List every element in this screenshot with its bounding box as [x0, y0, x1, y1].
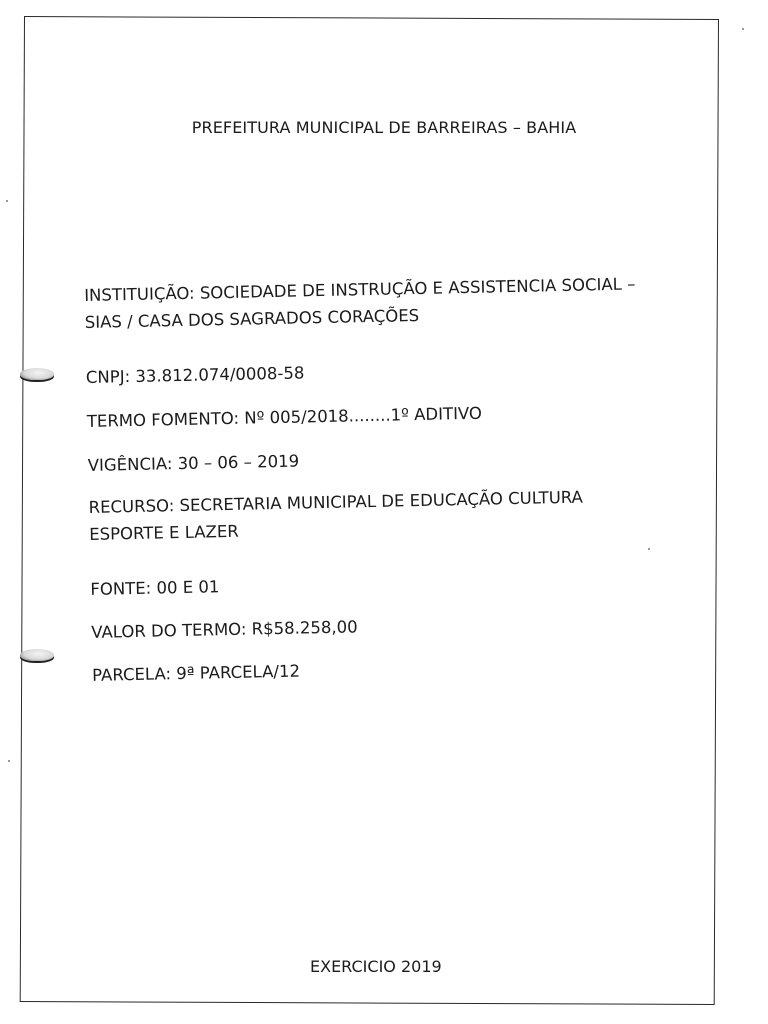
document-footer: EXERCICIO 2019: [310, 957, 442, 976]
scan-speck: [6, 200, 8, 202]
instituicao-line-1: INSTITUIÇÃO: SOCIEDADE DE INSTRUÇÃO E ASSISTENCIA SOCIAL –: [84, 274, 636, 305]
scan-speck: [648, 548, 650, 550]
field-vigencia: VIGÊNCIA: 30 – 06 – 2019: [87, 451, 300, 475]
scan-speck: [742, 28, 744, 30]
punch-hole-top: [20, 368, 54, 380]
instituicao-line-2: SIAS / CASA DOS SAGRADOS CORAÇÕES: [84, 305, 420, 332]
document-header: PREFEITURA MUNICIPAL DE BARREIRAS – BAHIA: [191, 118, 577, 137]
scan-speck: [8, 760, 10, 762]
field-fonte: FONTE: 00 E 01: [90, 577, 220, 599]
field-cnpj: CNPJ: 33.812.074/0008-58: [85, 363, 305, 387]
recurso-line-1: RECURSO: SECRETARIA MUNICIPAL DE EDUCAÇÃO CULTURA: [88, 487, 584, 517]
field-parcela: PARCELA: 9ª PARCELA/12: [91, 661, 301, 685]
recurso-line-2: ESPORTE E LAZER: [89, 521, 239, 544]
punch-hole-bottom: [20, 649, 54, 661]
field-termo-fomento: TERMO FOMENTO: Nº 005/2018........1º ADITIVO: [86, 403, 483, 431]
field-valor-termo: VALOR DO TERMO: R$58.258,00: [91, 617, 358, 642]
